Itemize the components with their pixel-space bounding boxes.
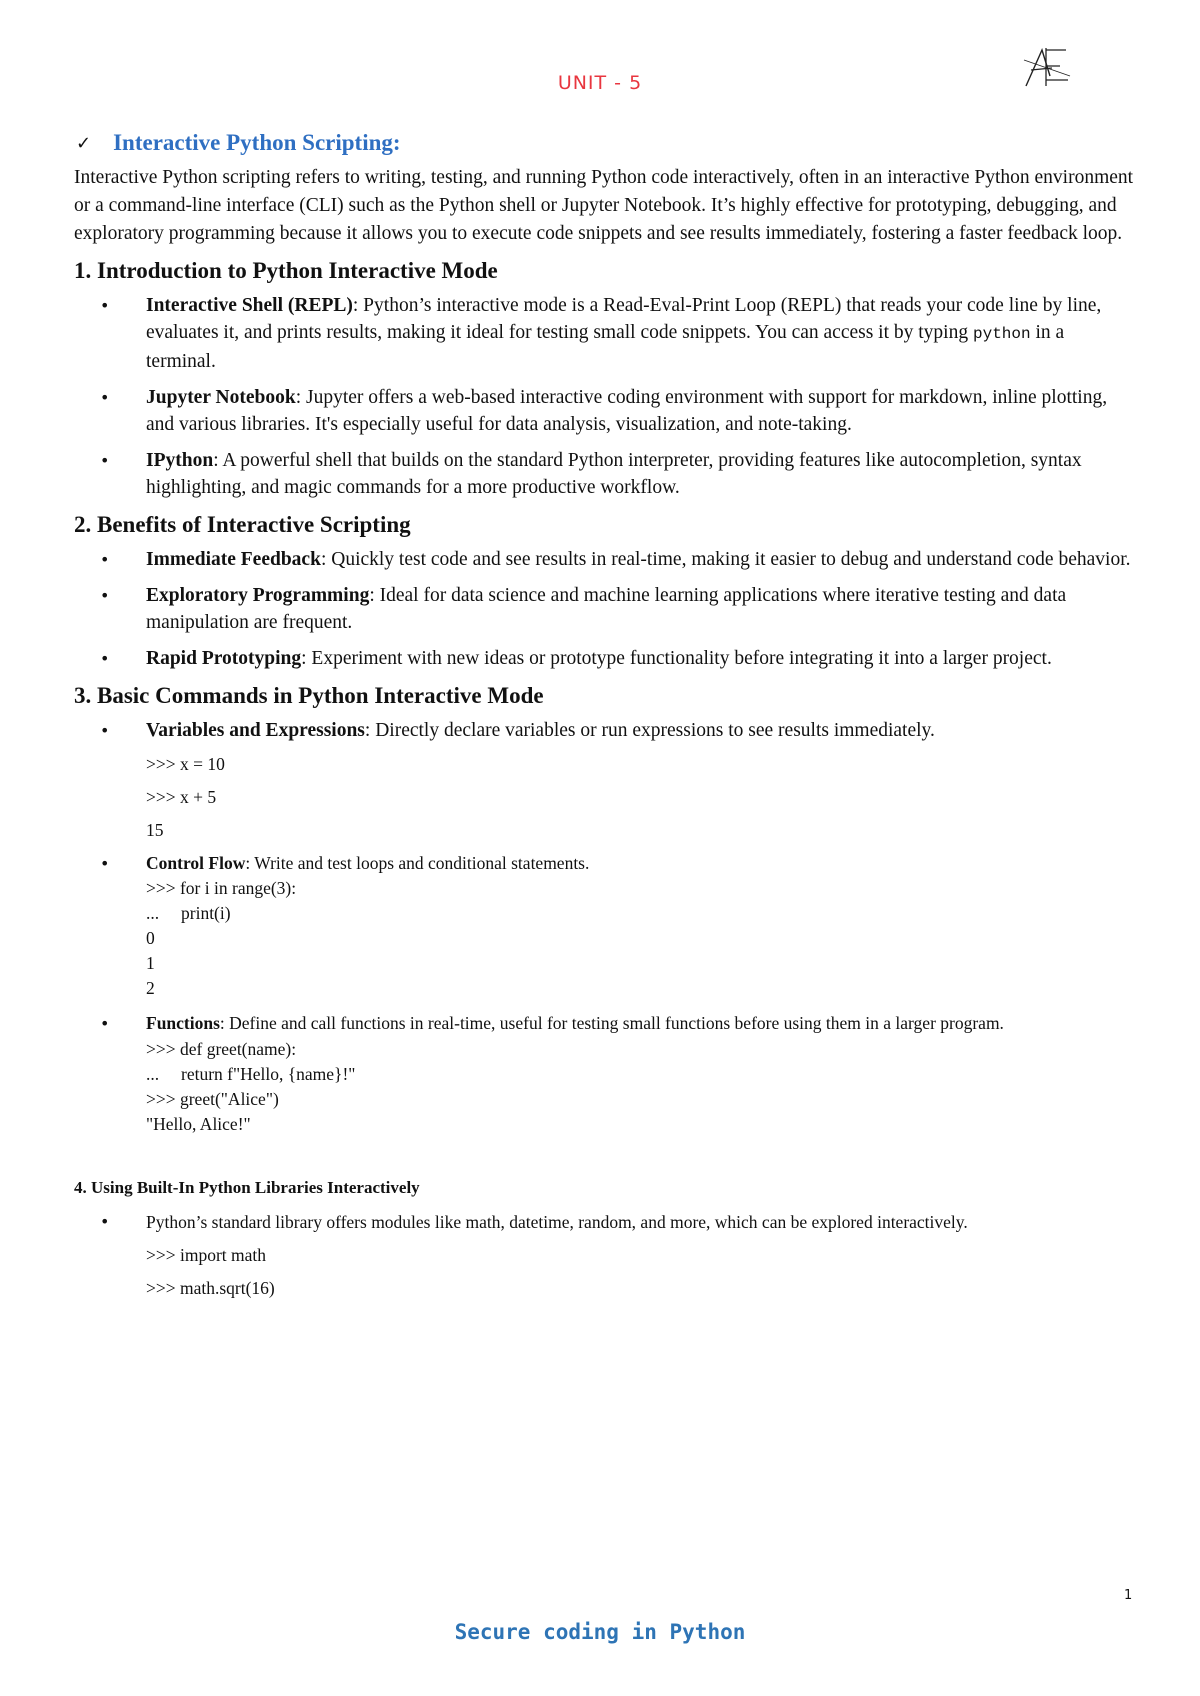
- code-block: [146, 876, 1134, 1001]
- code-line: >>> math.sqrt(16): [146, 1278, 275, 1298]
- main-heading: [74, 130, 1134, 156]
- description: : Python’s interactive mode is a Read-Eval-Print Loop (REPL) that reads your code line by line, evaluates it, and prints results, making it ideal for testing small code snippets. You can access it by typing: [146, 295, 1102, 343]
- description: : A powerful shell that builds on the standard Python interpreter, providing features like autocompletion, syntax highlighting, and magic commands for a more productive workflow.: [146, 450, 1082, 498]
- code-line: >>> def greet(name):: [146, 1039, 297, 1059]
- section-1-list: [74, 292, 1134, 501]
- section-4-list: [74, 1209, 1134, 1300]
- list-item: [74, 447, 1134, 501]
- description: : Quickly test code and see results in real-time, making it easier to debug and understand code behavior.: [320, 549, 1131, 570]
- term: IPython: [146, 450, 214, 471]
- code-line: 15: [146, 820, 164, 840]
- code-line: ... print(i): [146, 903, 231, 923]
- list-item: [74, 717, 1134, 842]
- term: Jupyter Notebook: [146, 387, 296, 408]
- term: Interactive Shell (REPL): [146, 295, 353, 316]
- main-heading-text: Interactive Python Scripting:: [113, 130, 401, 155]
- list-item: [74, 546, 1134, 573]
- term: Functions: [146, 1013, 220, 1033]
- inline-code: python: [972, 325, 1031, 343]
- code-block: [146, 1037, 1134, 1137]
- code-line: ... return f"Hello, {name}!": [146, 1064, 356, 1084]
- term: Control Flow: [146, 853, 246, 873]
- list-item: [74, 645, 1134, 672]
- code-line: >>> x = 10: [146, 754, 225, 774]
- checkmark-icon: ✓: [76, 132, 92, 154]
- section-1-heading: 1. Introduction to Python Interactive Mode: [74, 258, 498, 283]
- term: Exploratory Programming: [146, 585, 370, 606]
- code-line: 1: [146, 953, 155, 973]
- list-item: [74, 1209, 1134, 1300]
- code-line: >>> for i in range(3):: [146, 878, 297, 898]
- code-line: >>> greet("Alice"): [146, 1089, 279, 1109]
- description: : Jupyter offers a web-based interactive coding environment with support for markdown, inline plotting, and various libraries. It's especially useful for data analysis, visualization, and note-taking.: [146, 387, 1108, 435]
- section-2-heading: 2. Benefits of Interactive Scripting: [74, 512, 411, 537]
- list-item: [74, 1010, 1134, 1137]
- page-number: 1: [1124, 1588, 1133, 1603]
- code-line: "Hello, Alice!": [146, 1114, 251, 1134]
- term: Rapid Prototyping: [146, 648, 302, 669]
- list-item: [74, 292, 1134, 375]
- code-block: [146, 1243, 1134, 1300]
- description-end: in a terminal.: [146, 322, 1065, 372]
- unit-title: UNIT - 5: [557, 72, 643, 94]
- description: : Define and call functions in real-time, useful for testing small functions before using them in a larger program.: [219, 1013, 1004, 1033]
- description: Python’s standard library offers modules like math, datetime, random, and more, which can be explored interactively.: [146, 1212, 968, 1232]
- section-3-heading: 3. Basic Commands in Python Interactive Mode: [74, 683, 544, 708]
- code-line: 0: [146, 928, 155, 948]
- ae-monogram-icon: [1022, 46, 1074, 88]
- list-item: [74, 582, 1134, 636]
- term: Immediate Feedback: [146, 549, 321, 570]
- list-item: [74, 851, 1134, 1001]
- code-line: 2: [146, 978, 155, 998]
- section-3-list: [74, 717, 1134, 1137]
- code-block: [146, 752, 1134, 842]
- document-content: [74, 130, 1134, 1309]
- term: Variables and Expressions: [146, 720, 365, 741]
- code-line: >>> import math: [146, 1245, 267, 1265]
- description: : Directly declare variables or run expressions to see results immediately.: [364, 720, 935, 741]
- description: : Write and test loops and conditional statements.: [245, 853, 590, 873]
- section-2-list: [74, 546, 1134, 672]
- intro-paragraph: Interactive Python scripting refers to writing, testing, and running Python code interactively, often in an interactive Python environment or a command-line interface (CLI) such as the Python shell or Jupyter Notebook. It’s highly effective for prototyping, debugging, and exploratory programming because it allows you to execute code snippets and see results immediately, fostering a faster feedback loop.: [74, 167, 1134, 244]
- list-item: [74, 384, 1134, 438]
- footer-title: Secure coding in Python: [454, 1620, 746, 1644]
- description: : Ideal for data science and machine learning applications where iterative testing and data manipulation are frequent.: [146, 585, 1067, 633]
- code-line: >>> x + 5: [146, 787, 217, 807]
- section-4-heading: 4. Using Built-In Python Libraries Interactively: [74, 1178, 420, 1197]
- description: : Experiment with new ideas or prototype functionality before integrating it into a larger project.: [301, 648, 1052, 669]
